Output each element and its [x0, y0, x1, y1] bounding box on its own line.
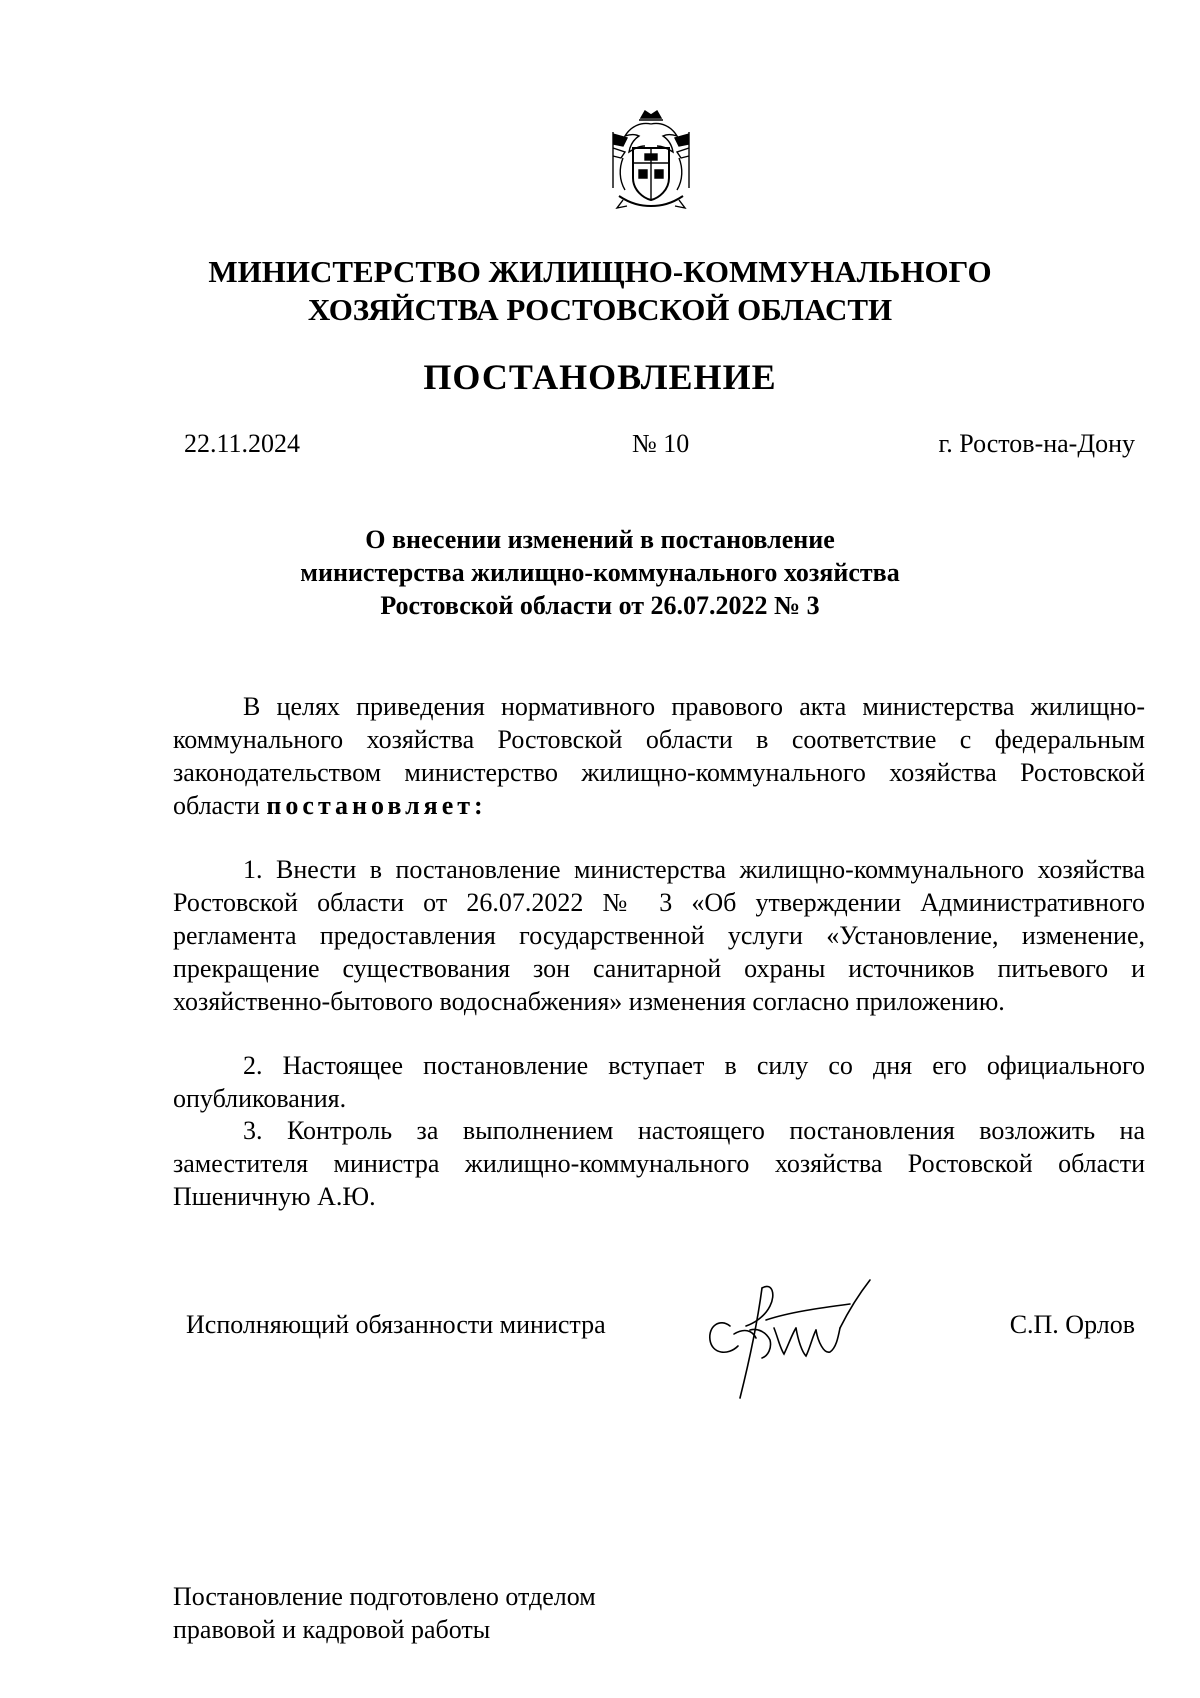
document-type-heading: ПОСТАНОВЛЕНИЕ	[423, 357, 777, 397]
handwritten-signature-icon	[700, 1268, 900, 1428]
subject-line1: О внесении изменений в постановление	[365, 525, 835, 554]
prepared-by-line2: правовой и кадровой работы	[173, 1615, 491, 1644]
intro-paragraph	[173, 690, 1145, 822]
item-3-paragraph	[173, 1114, 1145, 1213]
item-2-paragraph	[173, 1049, 1145, 1115]
signatory-title: Исполняющий обязанности министра	[186, 1310, 606, 1339]
prepared-by-note	[173, 1580, 596, 1646]
organization-name-line2: ХОЗЯЙСТВА РОСТОВСКОЙ ОБЛАСТИ	[307, 292, 893, 327]
item-1-text: 1. Внести в постановление министерства жилищно-коммунального хозяйства Ростовской области от 26.07.2022 № 3 «Об утверждении Административного регламента предоставления государственной услуги «Установление, изменение, прекращение существования зон санитарной охраны источников питьевого и хозяйственно-бытового водоснабжения» изменения согласно приложению.	[173, 855, 1145, 1016]
intro-text: В целях приведения нормативного правового акта министерства жилищно-коммунального хозяйства Ростовской области в соответствие с федеральным законодательством министерство жилищно-коммунального хозяйства Ростовской области	[173, 692, 1145, 820]
item-3-text: 3. Контроль за выполнением настоящего постановления возложить на заместителя министра жилищно-коммунального хозяйства Ростовской области Пшеничную А.Ю.	[173, 1116, 1145, 1211]
item-1-paragraph	[173, 853, 1145, 1018]
subject-line3: Ростовской области от 26.07.2022 № 3	[380, 591, 820, 620]
intro-emphasis: постановляет:	[266, 791, 487, 820]
prepared-by-line1: Постановление подготовлено отделом	[173, 1582, 596, 1611]
coat-of-arms-icon	[603, 108, 699, 218]
item-2-text: 2. Настоящее постановление вступает в силу со дня его официального опубликования.	[173, 1051, 1145, 1113]
document-date: 22.11.2024	[184, 429, 301, 458]
document-number: № 10	[632, 429, 690, 458]
signatory-name: С.П. Орлов	[1009, 1310, 1135, 1339]
organization-name-line1: МИНИСТЕРСТВО ЖИЛИЩНО-КОММУНАЛЬНОГО	[208, 254, 992, 289]
document-city: г. Ростов-на-Дону	[938, 429, 1135, 458]
subject-line2: министерства жилищно-коммунального хозяйства	[300, 558, 900, 587]
